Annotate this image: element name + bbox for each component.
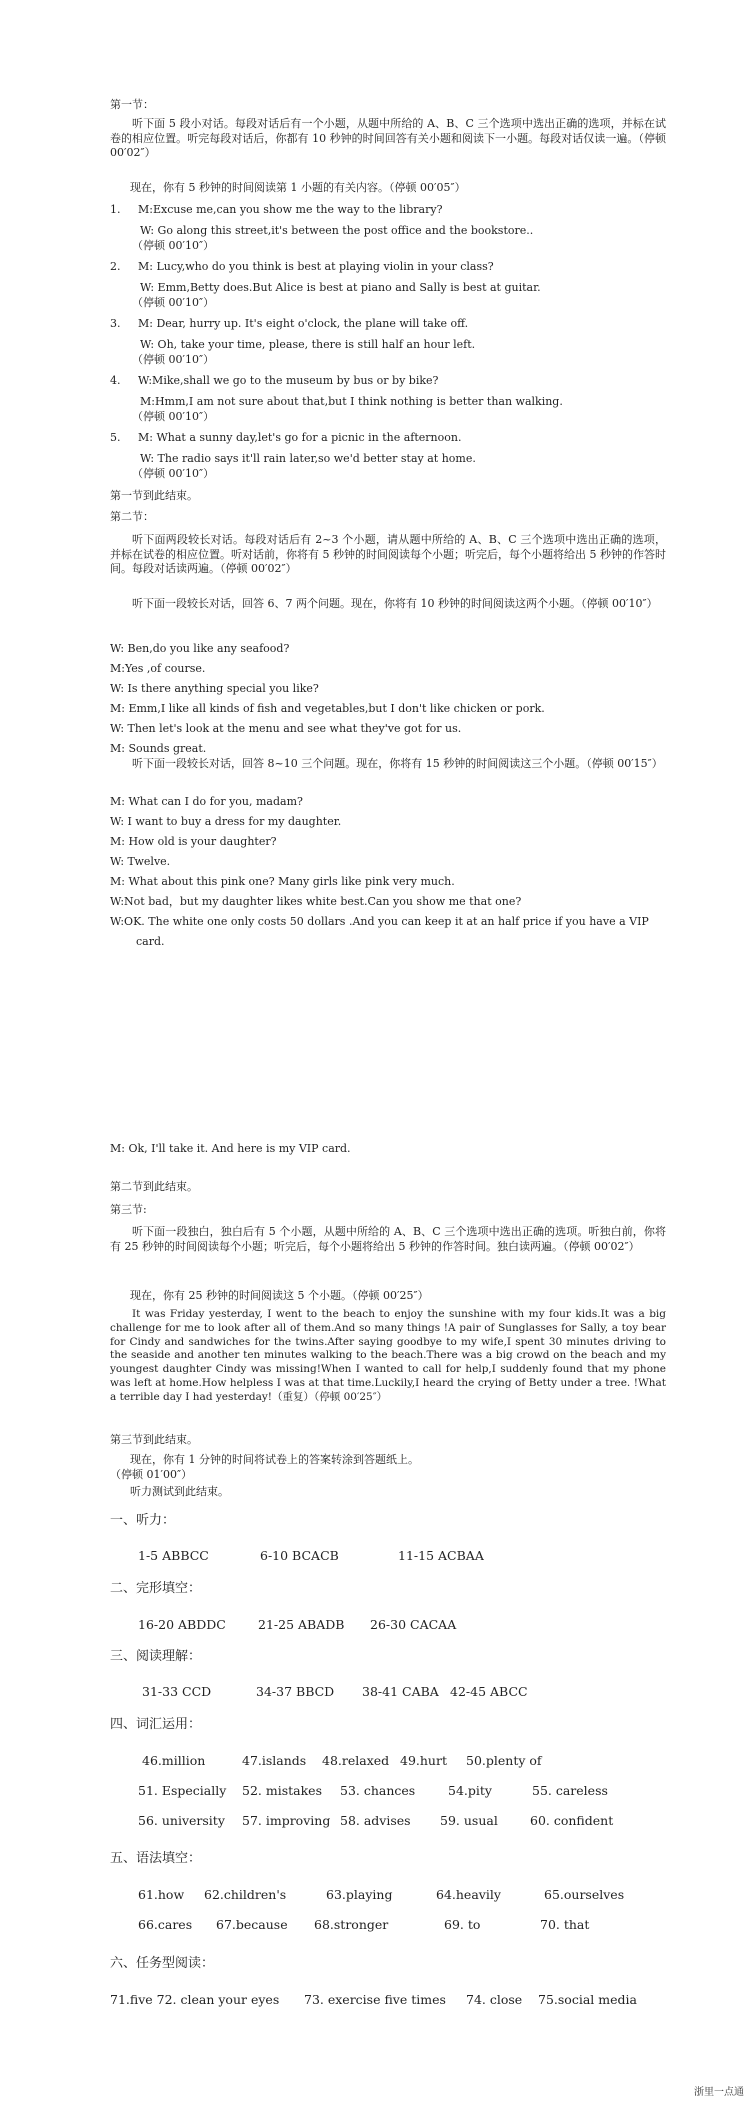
dialogue-1-line-b: W: Go along this street,it's between the post office and the bookstore.. <box>140 224 534 237</box>
answers-cloze-title: 二、完形填空： <box>110 1581 202 1596</box>
section3-intro: 听下面一段独白，独白后有 5 个小题，从题中所给的 A、B、C 三个选项中选出正确的选项。听独白前，你将有 25 秒钟的时间阅读每个小题；听完后，每个小题将给出 5 秒钟的作答时间。独白读两遍。（停顿 00′02″） <box>110 1225 666 1253</box>
answer-item: 34-37 BBCD <box>256 1684 335 1699</box>
answer-item: 11-15 ACBAA <box>398 1548 484 1563</box>
dialogue-3-pause: （停顿 00′10″） <box>132 353 215 366</box>
answers-grammar-title: 五、语法填空： <box>110 1851 202 1866</box>
dialogue-5-pause: （停顿 00′10″） <box>132 467 215 480</box>
section3-pause: （停顿 01′00″） <box>110 1468 193 1481</box>
section1-now: 现在，你有 5 秒钟的时间阅读第 1 小题的有关内容。（停顿 00′05″） <box>130 181 466 194</box>
dialogue-5-line-b: W: The radio says it'll rain later,so we'd better stay at home. <box>140 452 476 465</box>
long2-final-line: M: Ok, I'll take it. And here is my VIP card. <box>110 1142 351 1155</box>
answer-item: 71.five 72. clean your eyes <box>110 1992 280 2007</box>
answers-listening-title: 一、听力： <box>110 1513 176 1528</box>
long1-line-4: M: Emm,I like all kinds of fish and vegetables,but I don't like chicken or pork. <box>110 702 545 715</box>
answer-item: 47.islands <box>242 1753 307 1768</box>
long2-line-7b: card. <box>136 935 165 948</box>
answer-item: 69. to <box>444 1917 481 1932</box>
answer-item: 61.how <box>138 1887 185 1902</box>
section2-intro: 听下面两段较长对话。每段对话后有 2~3 个小题，请从题中所给的 A、B、C 三个选项中选出正确的选项，并标在试卷的相应位置。听对话前，你将有 5 秒钟的时间阅读每个小题；听完后，每个小题将给出 5 秒钟的作答时间。每段对话读两遍。（停顿 00′02″） <box>110 533 666 576</box>
long1-line-6: M: Sounds great. <box>110 742 207 755</box>
section1-title: 第一节： <box>110 98 154 111</box>
long2-line-7a: W:OK. The white one only costs 50 dollars .And you can keep it at an half price if you have a VIP <box>110 915 649 928</box>
answer-item: 70. that <box>540 1917 590 1932</box>
dialogue-3-line-b: W: Oh, take your time, please, there is still half an hour left. <box>140 338 476 351</box>
dialogue-1-pause: （停顿 00′10″） <box>132 239 215 252</box>
answer-item: 63.playing <box>326 1887 393 1902</box>
answer-item: 68.stronger <box>314 1917 389 1932</box>
dialogue-4-line-b: M:Hmm,I am not sure about that,but I think nothing is better than walking. <box>140 395 563 408</box>
answer-item: 59. usual <box>440 1813 498 1828</box>
watermark: 浙里一点通 <box>694 2087 744 2098</box>
section3-now: 现在，你有 25 秒钟的时间阅读这 5 个小题。（停顿 00′25″） <box>130 1289 429 1302</box>
section3-title: 第三节: <box>110 1203 147 1216</box>
long2-line-4: W: Twelve. <box>110 855 171 868</box>
answer-item: 46.million <box>142 1753 206 1768</box>
answer-item: 48.relaxed <box>322 1753 390 1768</box>
long2-line-2: W: I want to buy a dress for my daughter. <box>110 815 342 828</box>
dialogue-2-line-a: M: Lucy,who do you think is best at playing violin in your class? <box>138 260 494 273</box>
answer-item: 16-20 ABDDC <box>138 1617 226 1632</box>
section2-long1-intro: 听下面一段较长对话，回答 6、7 两个问题。现在，你将有 10 秒钟的时间阅读这两个小题。（停顿 00′10″） <box>132 597 658 610</box>
answer-item: 57. improving <box>242 1813 331 1828</box>
section3-transfer: 现在，你有 1 分钟的时间将试卷上的答案转涂到答题纸上。 <box>130 1453 419 1466</box>
dialogue-3-num: 3. <box>110 317 121 330</box>
section3-monologue: It was Friday yesterday, I went to the beach to enjoy the sunshine with my four kids.It was a big challenge for me to look after all of them.And so many things !A pair of Sunglasses for Sally, a toy bear for Cindy and sandwiches for the twins.After saying goodbye to my wife,I spent 30 minutes driving to the seaside and another ten minutes walking to the beach.There was a big crowd on the beach and my youngest daughter Cindy was missing!When I wanted to call for help,I suddenly found that my phone was left at home.How helpless I was at that time.Luckily,I heard the crying of Betty under a tree. !What a terrible day I had yesterday!（重复）（停顿 00′25″） <box>110 1308 666 1403</box>
answer-item: 38-41 CABA <box>362 1684 439 1699</box>
dialogue-2-pause: （停顿 00′10″） <box>132 296 215 309</box>
answer-item: 65.ourselves <box>544 1887 625 1902</box>
answer-item: 67.because <box>216 1917 288 1932</box>
answer-item: 51. Especially <box>138 1783 227 1798</box>
section1-end: 第一节到此结束。 <box>110 489 198 502</box>
answer-item: 56. university <box>138 1813 225 1828</box>
answer-item: 49.hurt <box>400 1753 447 1768</box>
answer-item: 66.cares <box>138 1917 193 1932</box>
section2-title: 第二节： <box>110 510 154 523</box>
answer-item: 75.social media <box>538 1992 637 2007</box>
section3-end: 第三节到此结束。 <box>110 1433 198 1446</box>
answer-item: 62.children's <box>204 1887 287 1902</box>
answers-task-title: 六、任务型阅读： <box>110 1956 215 1971</box>
dialogue-4-line-a: W:Mike,shall we go to the museum by bus or by bike? <box>138 374 439 387</box>
section3-finish: 听力测试到此结束。 <box>130 1485 229 1498</box>
long2-line-6: W:Not bad，but my daughter likes white best.Can you show me that one? <box>110 895 522 908</box>
section2-long2-intro: 听下面一段较长对话，回答 8~10 三个问题。现在，你将有 15 秒钟的时间阅读这三个小题。（停顿 00′15″） <box>132 757 663 770</box>
answer-item: 52. mistakes <box>242 1783 322 1798</box>
answer-item: 54.pity <box>448 1783 492 1798</box>
answer-item: 1-5 ABBCC <box>138 1548 209 1563</box>
answer-item: 58. advises <box>340 1813 411 1828</box>
long2-line-3: M: How old is your daughter? <box>110 835 277 848</box>
answers-reading-title: 三、阅读理解： <box>110 1649 202 1664</box>
long1-line-5: W: Then let's look at the menu and see what they've got for us. <box>110 722 462 735</box>
dialogue-3-line-a: M: Dear, hurry up. It's eight o'clock, the plane will take off. <box>138 317 469 330</box>
long1-line-2: M:Yes ,of course. <box>110 662 206 675</box>
answers-vocab-title: 四、词汇运用： <box>110 1717 202 1732</box>
dialogue-2-num: 2. <box>110 260 121 273</box>
answer-item: 42-45 ABCC <box>450 1684 528 1699</box>
dialogue-5-line-a: M: What a sunny day,let's go for a picnic in the afternoon. <box>138 431 462 444</box>
answer-item: 55. careless <box>532 1783 608 1798</box>
long2-line-5: M: What about this pink one? Many girls like pink very much. <box>110 875 455 888</box>
dialogue-1-num: 1. <box>110 203 121 216</box>
answer-item: 60. confident <box>530 1813 614 1828</box>
answer-item: 73. exercise five times <box>304 1992 446 2007</box>
answer-item: 31-33 CCD <box>142 1684 212 1699</box>
answer-item: 53. chances <box>340 1783 416 1798</box>
dialogue-5-num: 5. <box>110 431 121 444</box>
dialogue-4-pause: （停顿 00′10″） <box>132 410 215 423</box>
long1-line-1: W: Ben,do you like any seafood? <box>110 642 290 655</box>
answer-item: 21-25 ABADB <box>258 1617 345 1632</box>
long2-line-1: M: What can I do for you, madam? <box>110 795 303 808</box>
answer-item: 26-30 CACAA <box>370 1617 457 1632</box>
answer-item: 50.plenty of <box>466 1753 542 1768</box>
long1-line-3: W: Is there anything special you like? <box>110 682 319 695</box>
answer-item: 74. close <box>466 1992 523 2007</box>
section1-intro: 听下面 5 段小对话。每段对话后有一个小题，从题中所给的 A、B、C 三个选项中选出正确的选项，并标在试卷的相应位置。听完每段对话后，你都有 10 秒钟的时间回答有关小题和阅读下一小题。每段对话仅读一遍。（停顿 00′02″） <box>110 117 666 160</box>
dialogue-4-num: 4. <box>110 374 121 387</box>
section2-end: 第二节到此结束。 <box>110 1180 198 1193</box>
answer-item: 64.heavily <box>436 1887 501 1902</box>
dialogue-2-line-b: W: Emm,Betty does.But Alice is best at piano and Sally is best at guitar. <box>140 281 541 294</box>
answer-item: 6-10 BCACB <box>260 1548 339 1563</box>
dialogue-1-line-a: M:Excuse me,can you show me the way to the library? <box>138 203 443 216</box>
